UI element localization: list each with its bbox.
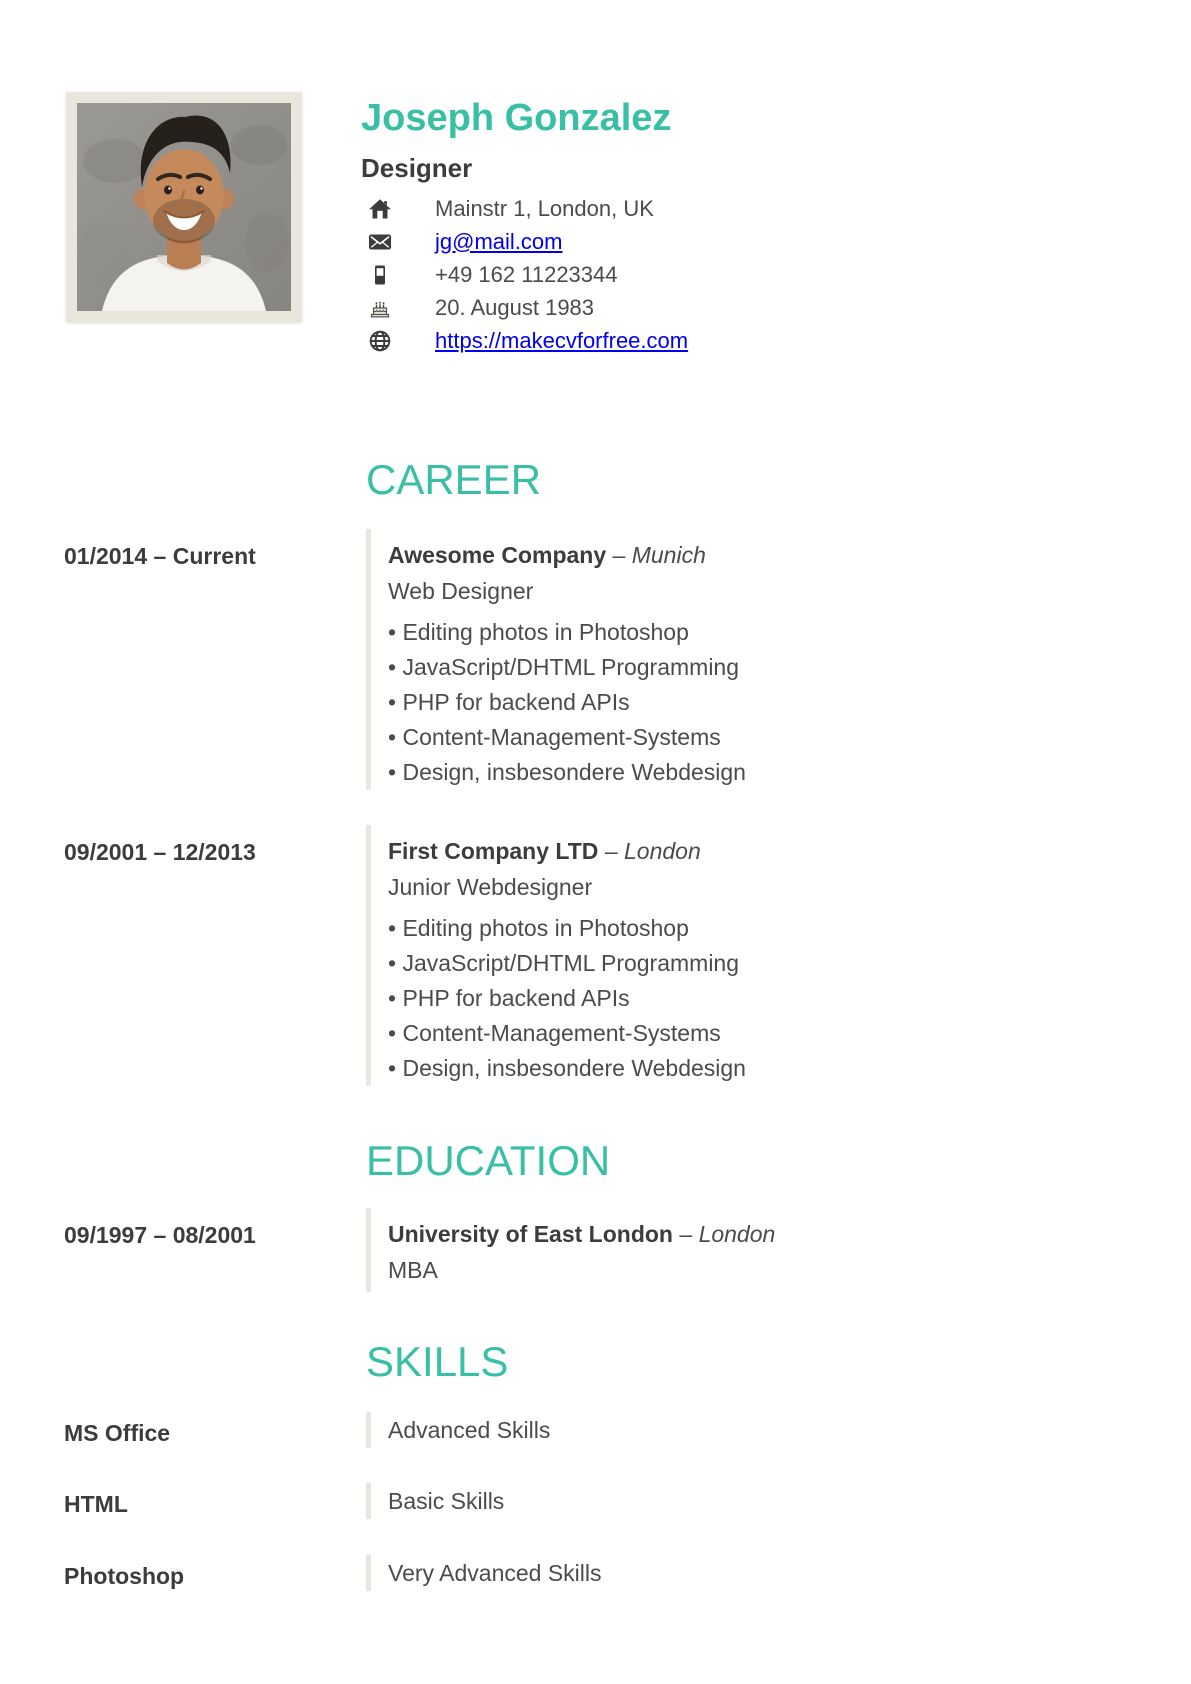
contact-list <box>361 192 688 357</box>
bullet-item: • Design, insbesondere Webdesign <box>388 755 1111 790</box>
contact-address: Mainstr 1, London, UK <box>435 195 654 221</box>
entry-location: London <box>698 1221 776 1247</box>
entry-content <box>366 529 1111 790</box>
bullet-item: • JavaScript/DHTML Programming <box>388 650 1111 685</box>
section-title-career: CAREER <box>366 456 542 503</box>
contact-email-link[interactable]: jg@mail.com <box>435 228 563 254</box>
entry-period: 01/2014 – Current <box>64 543 256 569</box>
person-name: Joseph Gonzalez <box>361 97 672 139</box>
entry-company: First Company LTD <box>388 838 599 864</box>
skill-row <box>0 1412 1191 1448</box>
section-title-education: EDUCATION <box>366 1137 611 1184</box>
bullet-item: • Content-Management-Systems <box>388 720 1111 755</box>
contact-row-website <box>361 324 688 357</box>
entry-role: Junior Webdesigner <box>388 874 593 900</box>
bullet-item: • Editing photos in Photoshop <box>388 615 1111 650</box>
entry-title-line <box>388 539 1111 571</box>
phone-icon <box>368 263 392 287</box>
bullet-item: • Design, insbesondere Webdesign <box>388 1051 1111 1086</box>
job-title: Designer <box>361 153 473 183</box>
bullet-item: • Editing photos in Photoshop <box>388 911 1111 946</box>
birthday-cake-icon <box>368 296 392 320</box>
education-entry <box>0 1208 1191 1292</box>
contact-website-link[interactable]: https://makecvforfree.com <box>435 327 689 353</box>
career-entry <box>0 825 1191 1086</box>
contact-phone: +49 162 11223344 <box>435 261 618 287</box>
entry-separator: – <box>604 838 618 864</box>
header <box>361 96 688 357</box>
bullet-item: • Content-Management-Systems <box>388 1016 1111 1051</box>
entry-bullets <box>388 615 1111 790</box>
home-icon <box>368 197 392 221</box>
contact-row-address <box>361 192 688 225</box>
skill-level: Very Advanced Skills <box>366 1555 1111 1591</box>
bullet-item: • JavaScript/DHTML Programming <box>388 946 1111 981</box>
entry-role: Web Designer <box>388 578 534 604</box>
entry-bullets <box>388 911 1111 1086</box>
skill-name: HTML <box>64 1491 128 1517</box>
entry-content <box>366 825 1111 1086</box>
entry-location: London <box>624 838 701 864</box>
entry-degree: MBA <box>388 1257 438 1283</box>
contact-birthdate: 20. August 1983 <box>435 294 595 320</box>
globe-icon <box>368 329 392 353</box>
entry-title-line <box>388 835 1111 867</box>
career-entry <box>0 529 1191 790</box>
skill-name: Photoshop <box>64 1563 185 1589</box>
skill-level: Advanced Skills <box>366 1412 1111 1448</box>
entry-separator: – <box>612 542 626 568</box>
entry-period: 09/2001 – 12/2013 <box>64 839 256 865</box>
email-icon <box>368 230 392 254</box>
skill-name: MS Office <box>64 1420 171 1446</box>
entry-company: Awesome Company <box>388 542 607 568</box>
skill-level: Basic Skills <box>366 1483 1111 1519</box>
entry-content <box>366 1208 1111 1292</box>
profile-photo-frame <box>66 92 302 322</box>
bullet-item: • PHP for backend APIs <box>388 685 1111 720</box>
bullet-item: • PHP for backend APIs <box>388 981 1111 1016</box>
contact-row-birthday <box>361 291 688 324</box>
portrait-photo <box>77 103 291 311</box>
entry-period: 09/1997 – 08/2001 <box>64 1222 256 1248</box>
skill-row <box>0 1483 1191 1519</box>
entry-school: University of East London <box>388 1221 673 1247</box>
skill-row <box>0 1555 1191 1591</box>
section-title-skills: SKILLS <box>366 1338 509 1385</box>
entry-separator: – <box>679 1221 693 1247</box>
entry-location: Munich <box>631 542 706 568</box>
contact-row-phone <box>361 258 688 291</box>
entry-title-line <box>388 1218 1111 1250</box>
contact-row-email <box>361 225 688 258</box>
